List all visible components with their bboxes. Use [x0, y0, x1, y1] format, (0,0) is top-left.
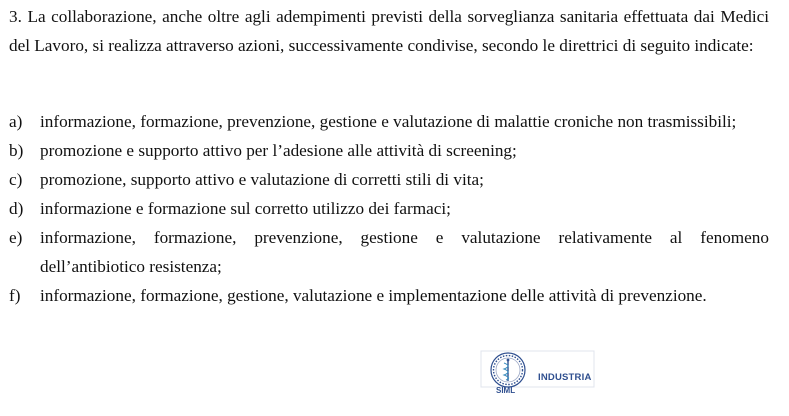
list-item	[9, 194, 769, 223]
list-item-text: informazione, formazione, gestione, valutazione e implementazione delle attività di prevenzione.	[40, 286, 707, 305]
list-item-text: informazione, formazione, prevenzione, gestione e valutazione di malattie croniche non trasmissibili;	[40, 112, 737, 131]
list-marker: f)	[9, 286, 21, 305]
list-item-text: promozione e supporto attivo per l’adesione alle attività di screening;	[40, 141, 517, 160]
list-marker: a)	[9, 112, 23, 131]
list-marker: d)	[9, 199, 24, 218]
list-item	[9, 165, 769, 194]
list-item-text: informazione, formazione, prevenzione, gestione e valutazione relativamente al fenomeno dell’antibiotico resistenza;	[40, 228, 769, 276]
list-item-text: informazione e formazione sul corretto utilizzo dei farmaci;	[40, 199, 451, 218]
list-item	[9, 281, 769, 310]
list-item	[9, 136, 769, 165]
list-item-text: promozione, supporto attivo e valutazione di corretti stili di vita;	[40, 170, 484, 189]
intro-text: La collaborazione, anche oltre agli adempimenti previsti della sorveglianza sanitaria effettuata dai Medici del Lavoro, si realizza attraverso azioni, successivamente condivise, secondo le direttrici di seguito indicate:	[9, 7, 770, 55]
list-marker: e)	[9, 228, 23, 247]
logo-abbr: SIML	[496, 386, 516, 395]
logo-label: INDUSTRIA	[538, 372, 592, 383]
intro-number: 3.	[9, 7, 22, 26]
list-marker: b)	[9, 141, 24, 160]
list-marker: c)	[9, 170, 23, 189]
list-item	[9, 107, 769, 136]
intro-paragraph	[9, 2, 769, 60]
directives-list	[9, 107, 769, 310]
list-item	[9, 223, 769, 281]
